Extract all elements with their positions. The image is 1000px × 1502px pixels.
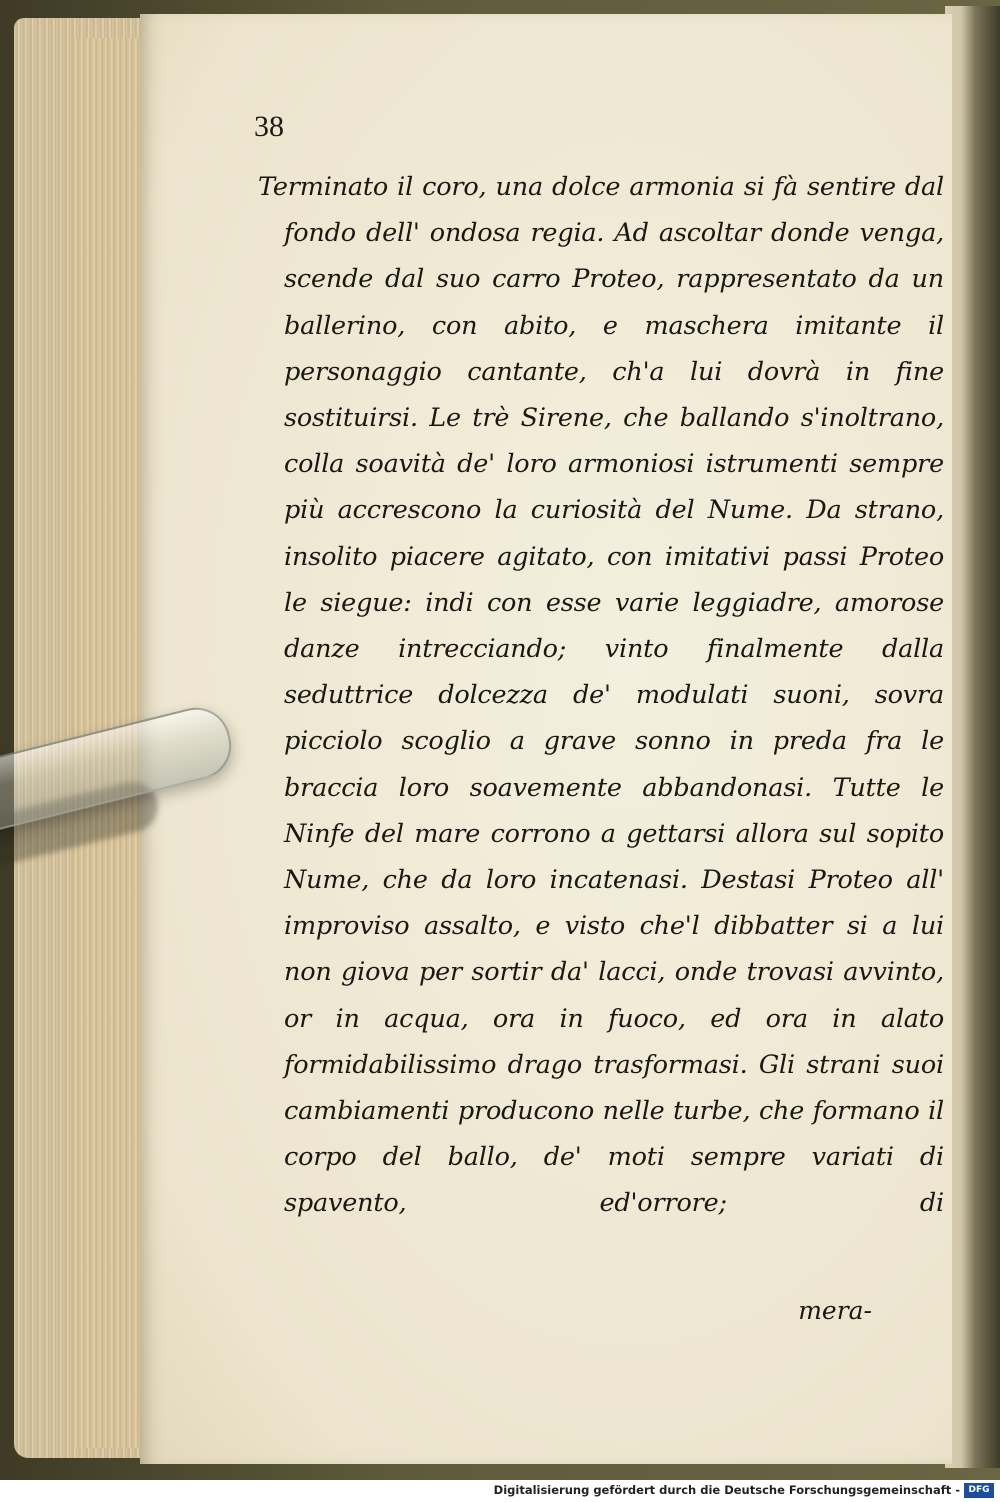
page-body-text: Terminato il coro, una dolce armonia si fà sentire dal fondo dell' ondosa regia. Ad ascoltar donde venga, scende dal suo carro Proteo, rappresentato da un ballerino, con abito, e maschera imitante il personaggio cantante, ch'a lui dovrà in fine sostituirsi. Le trè Sirene, che ballando s'inoltrano, colla soavità de' loro armoniosi istrumenti sempre più accrescono la curiosità del Nume. Da strano, insolito piacere agitato, con imitativi passi Proteo le siegue: indi con esse varie leggiadre, amorose danze intrecciando; vinto finalmente dalla seduttrice dolcezza de' modulati suoni, sovra picciolo scoglio a grave sonno in preda fra le braccia loro soavemente abbandonasi. Tutte le Ninfe del mare corrono a gettarsi allora sul sopito Nume, che da loro incatenasi. Destasi Proteo all' improviso assalto, e visto che'l dibbatter si a lui non giova per sortir da' lacci, onde trovasi avvinto, or in acqua, ora in fuoco, ed ora in alato formidabilissimo drago trasformasi. Gli strani suoi cambiamenti producono nelle turbe, che formano il corpo del ballo, de' moti sempre variati di spavento, ed'orrore; di	[258, 172, 944, 1219]
catchword: mera-	[798, 1296, 872, 1325]
digitization-footer	[0, 1480, 1000, 1502]
right-page-edge	[945, 6, 1000, 1468]
book-page	[140, 14, 952, 1464]
dfg-logo-icon: DFG	[964, 1483, 994, 1498]
funding-credit: Digitalisierung gefördert durch die Deutsche Forschungsgemeinschaft -	[493, 1483, 960, 1497]
page-number: 38	[254, 110, 284, 143]
